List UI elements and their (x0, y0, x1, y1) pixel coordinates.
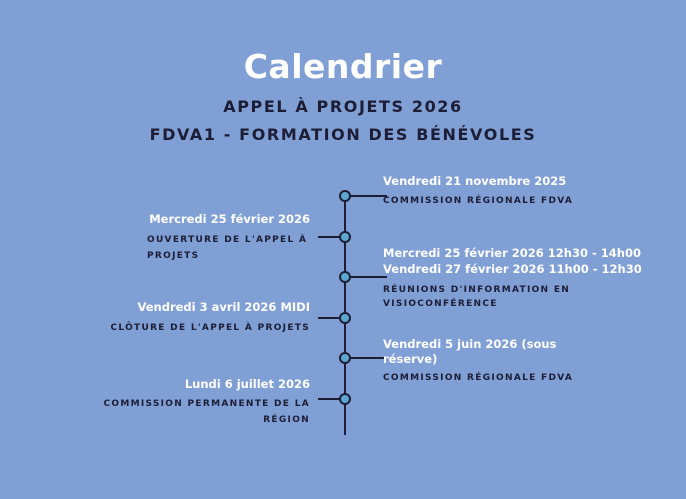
event-date: Vendredi 5 juin 2026 (sous (383, 337, 557, 351)
event-description: RÉGION (263, 415, 310, 425)
event-date: Vendredi 27 février 2026 11h00 - 12h30 (383, 262, 642, 276)
event-description: COMMISSION RÉGIONALE FDVA (383, 196, 574, 206)
event-description: VISIOCONFÉRENCE (383, 299, 498, 309)
timeline-dot (339, 352, 351, 364)
timeline-dot (339, 312, 351, 324)
event-description: COMMISSION RÉGIONALE FDVA (383, 373, 574, 383)
event-date: réserve) (383, 352, 438, 366)
event-description: OUVERTURE DE L'APPEL À (147, 235, 308, 245)
page-title: Calendrier (243, 47, 443, 86)
event-date: Mercredi 25 février 2026 12h30 - 14h00 (383, 246, 641, 260)
event-description: RÉUNIONS D'INFORMATION EN (383, 285, 571, 295)
timeline-dot (339, 231, 351, 243)
timeline-dot (339, 393, 351, 405)
event-date: Vendredi 21 novembre 2025 (383, 174, 567, 188)
subtitle-line-2: FDVA1 - FORMATION DES BÉNÉVOLES (149, 125, 537, 144)
event-date: Vendredi 3 avril 2026 MIDI (137, 300, 310, 314)
timeline-dot (339, 190, 351, 202)
event-description: CLÔTURE DE L'APPEL À PROJETS (110, 323, 310, 333)
event-date: Lundi 6 juillet 2026 (184, 377, 310, 391)
event-description: PROJETS (147, 251, 200, 261)
event-description: COMMISSION PERMANENTE DE LA (103, 399, 310, 409)
event-date: Mercredi 25 février 2026 (149, 212, 310, 226)
subtitle-line-1: APPEL À PROJETS 2026 (223, 97, 463, 116)
timeline-connector (345, 357, 387, 359)
timeline-connector (345, 195, 387, 197)
timeline-dot (339, 271, 351, 283)
timeline-connector (345, 276, 387, 278)
